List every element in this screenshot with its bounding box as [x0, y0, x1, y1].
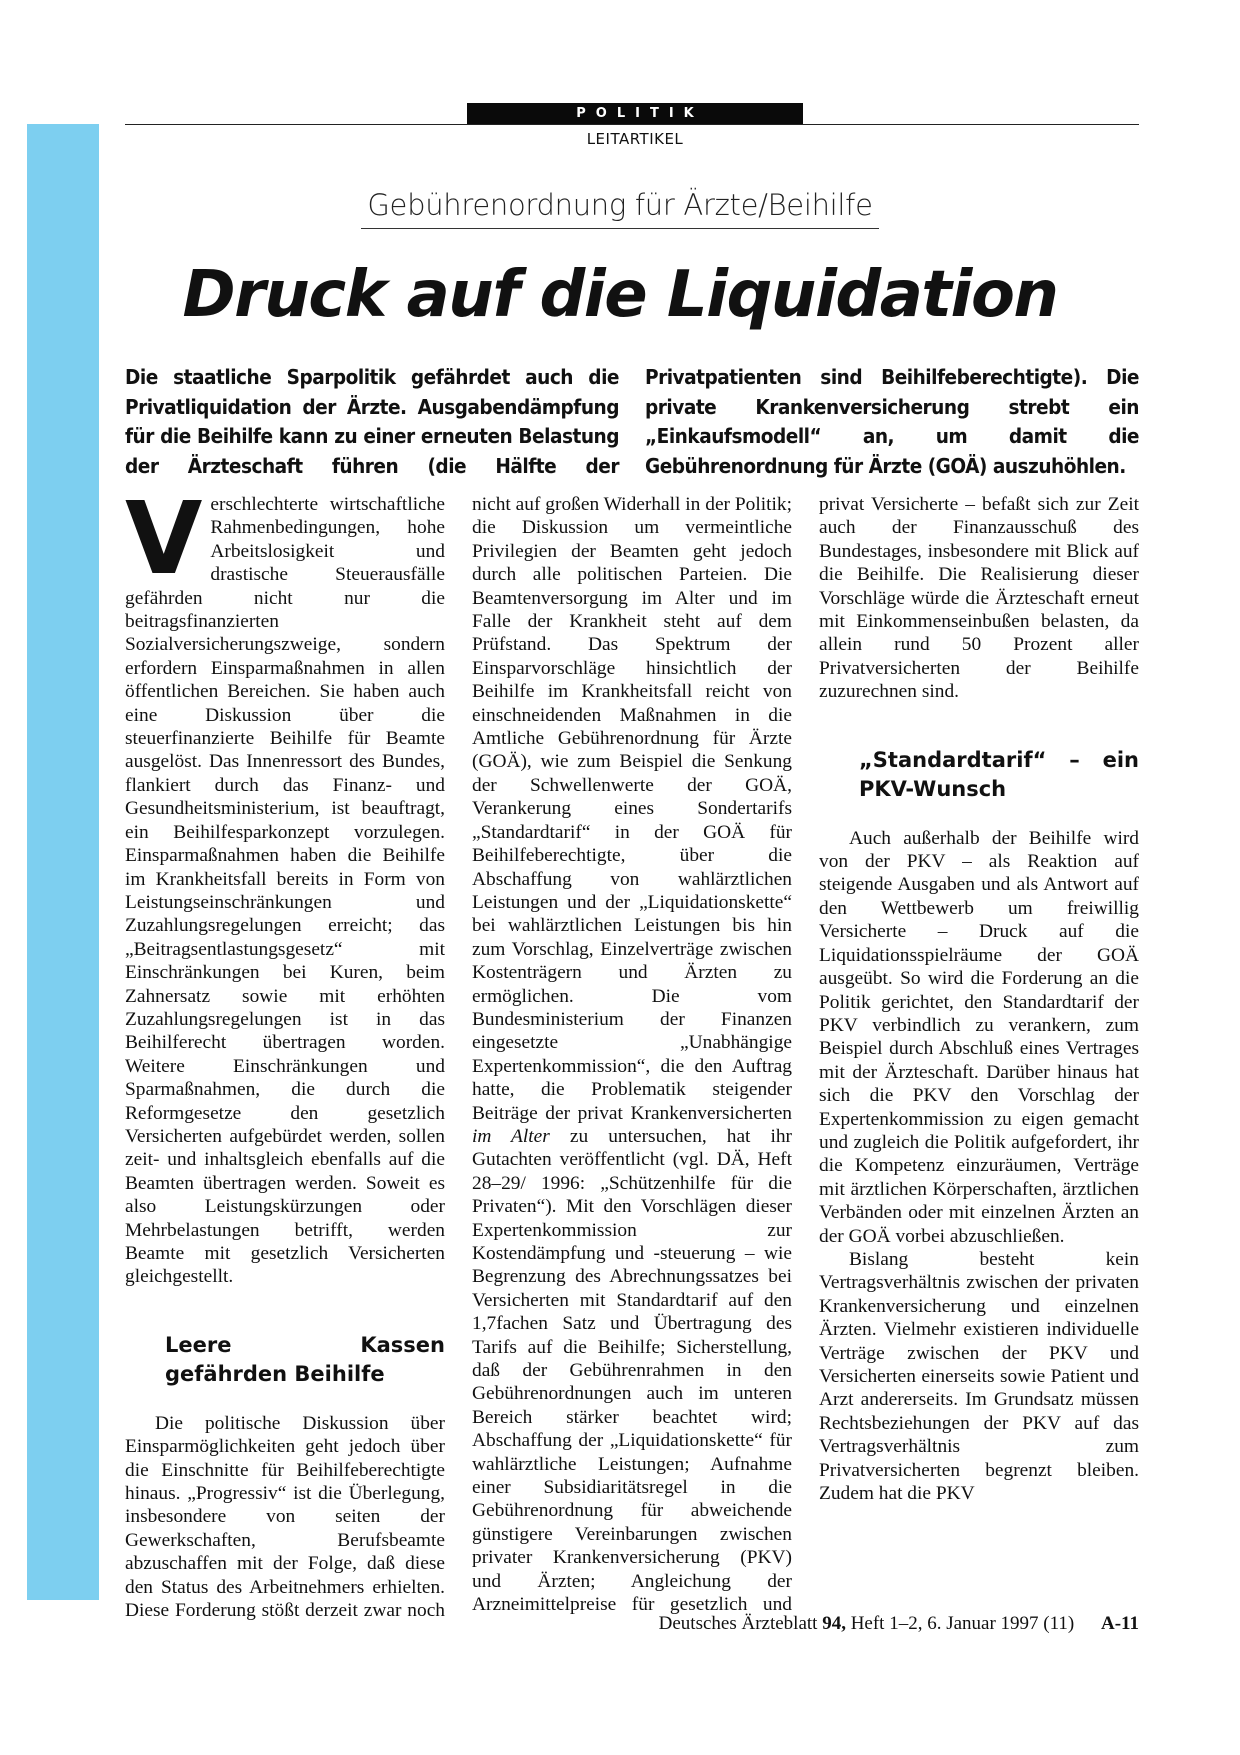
journal-name: Deutsches Ärzteblatt [658, 1613, 818, 1634]
article-title: Druck auf die Liquidation [182, 258, 1058, 332]
body-paragraph: Bislang besteht kein Vertragsverhältnis zwischen der privaten Krankenversicherung und einzelnen Ärzten. Vielmehr existieren individuelle Verträge zwischen der PKV und Versicherten einerseits sowie Patient und Arzt andererseits. Im Grundsatz müssen Rechtsbeziehungen der PKV auf das Vertragsverhältnis zum Privatversicherten begrenzt bleiben. Zudem hat die PKV [819, 1248, 1139, 1505]
page-footer [560, 1613, 1139, 1635]
page-number: A-11 [1101, 1613, 1139, 1634]
journal-volume: 94, [822, 1613, 846, 1634]
article-body [125, 480, 1139, 1635]
article-kicker-wrap [0, 188, 1240, 229]
emphasis-text: im Alter [472, 1125, 550, 1147]
journal-issue: Heft 1–2, 6. Januar 1997 (11) [850, 1613, 1075, 1634]
header-rule [125, 124, 1139, 125]
paragraph-text: Die politische Diskussion über Einsparmöglichkeiten geht jedoch über die Einschnitte für Beihilfeberechtigte hinaus. „Progressiv“ ist die Überlegung, insbesondere von seiten der Gewerkschaften, Berufsbeamte abzuschaffen mit der Folge, daß diese den Status des Arbeitnehmers erhielten. Diese Forderung stößt derzeit zwar noch nicht auf großen Widerhall in der Politik; die Diskussion um vermeintliche Privilegien der Beamten geht jedoch durch alle politischen Parteien. Die Beamtenversorgung im Alter und im Falle der Krankheit steht auf dem Prüfstand. Das Spektrum der Einsparvorschläge hinsichtlich der Beihilfe im Krankheitsfall reicht von einschneidenden Maßnahmen in die Amtliche Gebührenordnung für Ärzte (GOÄ), wie zum Beispiel die Senkung der Schwellenwerte der GOÄ, Verankerung eines Sondertarifs „Standardtarif“ in der GOÄ für Beihilfeberechtigte, über die Abschaffung von wahlärztlichen Leistungen und der „Liquidationskette“ bei wahlärztlichen Leistungen bis hin zum Vorschlag, Einzelverträge zwischen Kostenträgern und Ärzten zu ermöglichen. Die vom Bundesministerium der Finanzen eingesetzte „Unabhängige Expertenkommission“, die den Auftrag hatte, die Problematik steigender Beiträge der privat Krankenversicherten [125, 494, 792, 1622]
paragraph-text: zu untersuchen, hat ihr Gutachten veröffentlicht (vgl. DÄ, Heft 28–29/ 1996: „Schützenhilfe für die Privaten“). Mit den Vorschlägen dieser Expertenkommission zur Kostendämpfung und -steuerung – wie Begrenzung des Abrechnungssatzes bei Versicherten mit Standardtarif auf den 1,7fachen Satz und Übertragung des Tarifs auf die Beihilfe; Sicherstellung, daß der Gebührenrahmen in den Gebührenordnungen auch im unteren Bereich stärker beachtet wird; Abschaffung der „Liquidationskette“ für wahlärztliche Leistungen; Aufnahme einer Subsidiaritätsregel in die Gebührenordnung für abweichende günstigere Vereinbarungen zwischen privater Krankenversicherung (PKV) und Ärzten; Angleichung der Arzneimittelpreise für gesetzlich und privat Versicherte – befaßt sich zur Zeit auch der Finanzausschuß des Bundestages, insbesondere mit Blick auf die Beihilfe. Die Realisierung dieser Vorschläge würde die Ärzteschaft erneut mit Einkommenseinbußen belasten, da allein rund 50 Prozent aller Privatversicherten der Beihilfe zuzurechnen sind. [472, 494, 1139, 1616]
subheading-standardtarif: „Standardtarif“ – ein PKV-Wunsch [859, 747, 1139, 801]
section-label: POLITIK [467, 103, 803, 124]
subsection-label: LEITARTIKEL [586, 130, 684, 148]
body-paragraph [125, 480, 445, 1289]
body-paragraph: Auch außerhalb der Beihilfe wird von der PKV – als Reaktion auf steigende Ausgaben und als Antwort auf den Wettbewerb um freiwillig Versicherte – Druck auf die Liquidationsspielräume der GOÄ ausgeübt. So wird die Forderung an die Politik gerichtet, den Standardtarif der PKV verbindlich zu verankern, zum Beispiel durch Abschluß eines Vertrages mit der Ärzteschaft. Darüber hinaus hat sich die PKV den Vorschlag der Expertenkommission zu eigen gemacht und zugleich die Politik aufgefordert, ihr die Kompetenz einzuräumen, Verträge mit ärztlichen Körperschaften, ärztlichen Verbänden oder mit einzelnen Ärzten an der GOÄ vorbei abzuschließen. [819, 827, 1139, 1247]
article-lead: Die staatliche Sparpolitik gefährdet auch die Privatliquidation der Ärzte. Ausgabendämpfung für die Beihilfe kann zu einer erneuten Belastung der Ärzteschaft führen (die Hälfte der Privatpatienten sind Beihilfeberechtigte). Die private Krankenversicherung strebt ein „Einkaufsmodell“ an, um damit die Gebührenordnung für Ärzte (GOÄ) auszuhöhlen. [125, 365, 1139, 478]
paragraph-text: erschlechterte wirtschaftliche Rahmenbedingungen, hohe Arbeitslosigkeit und drastische Steuerausfälle gefährden nicht nur die beitragsfinanzierten Sozialversicherungszweige, sondern erfordern Einsparmaßnahmen in allen öffentlichen Bereichen. Sie haben auch eine Diskussion über die steuerfinanzierte Beihilfe für Beamte ausgelöst. Das Innenressort des Bundes, flankiert durch das Finanz- und Gesundheitsministerium, ist beauftragt, ein Beihilfesparkonzept vorzulegen. Einsparmaßnahmen haben die Beihilfe im Krankheitsfall bereits in Form von Leistungseinschränkungen und Zuzahlungsregelungen erreicht; das „Beitragsentlastungsgesetz“ mit Einschränkungen bei Kuren, beim Zahnersatz sowie mit erhöhten Zuzahlungsregelungen ist in das Beihilferecht übertragen worden. Weitere Einschränkungen und Sparmaßnahmen, die durch die Reformgesetze den gesetzlich Versicherten aufgebürdet werden, sollen zeit- und inhaltsgleich ebenfalls auf die Beamten übertragen werden. Soweit es also Leistungskürzungen oder Mehrbelastungen betrifft, werden Beamte mit gesetzlich Versicherten gleichgestellt. [125, 494, 445, 1288]
decorative-color-bar [27, 124, 99, 1600]
subheading-leere-kassen: Leere Kassen gefährden Beihilfe [165, 1332, 445, 1386]
drop-cap: V [125, 480, 203, 597]
article-kicker: Gebührenordnung für Ärzte/Beihilfe [361, 188, 878, 229]
